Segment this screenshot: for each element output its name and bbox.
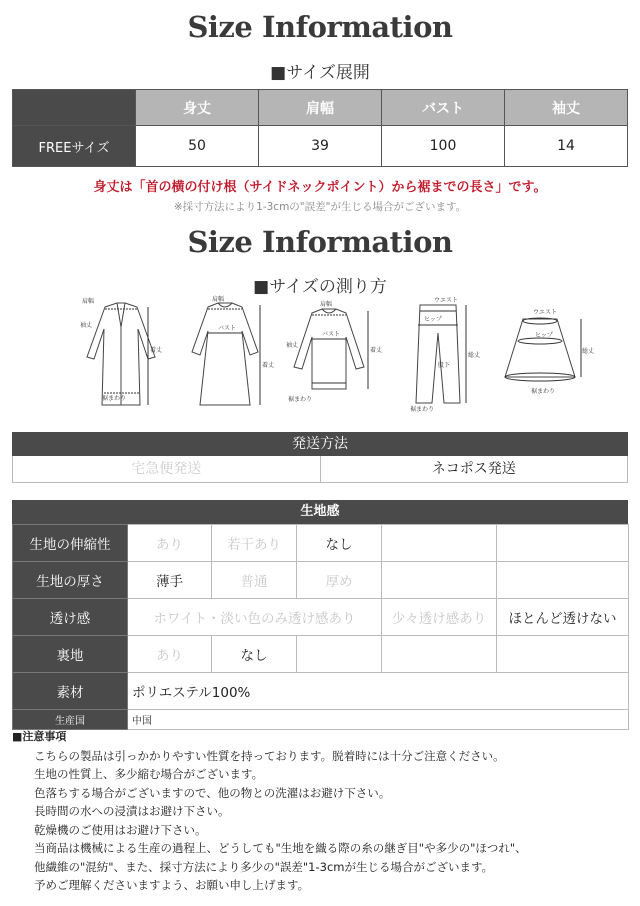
fabric-option-selected: 薄手 [128, 562, 212, 599]
note-line: 生地の性質上、多少縮む場合がございます。 [34, 767, 264, 781]
sweater-label-shoulder: 肩幅 [320, 301, 333, 308]
size-value: 14 [505, 126, 628, 167]
fabric-option: 少々透け感あり [382, 599, 497, 636]
skirt-label-hem: 裾まわり [531, 388, 556, 395]
dress-label-bust: バスト [218, 325, 237, 332]
sweater-diagram [280, 297, 383, 412]
fabric-option: 普通 [212, 562, 297, 599]
notes-title: ■注意事項 [12, 730, 67, 743]
pants-label-waist: ウエスト [434, 297, 459, 304]
note-line: 当商品は機械による生産の過程上、どうしても"生地を織る際の糸の継ぎ目"や多少の"ほつれ"、 [34, 841, 527, 855]
measure-subtitle: ■サイズの測り方 [253, 277, 387, 297]
material-value: ポリエステル100% [128, 673, 629, 710]
fabric-option: ホワイト・淡い色のみ透け感あり [128, 599, 382, 636]
size-info-title-2: Size Information [187, 225, 453, 259]
note-line: 乾燥機のご使用はお避け下さい。 [34, 822, 207, 837]
sweater-label-length: 着丈 [370, 347, 383, 354]
size-header: 身丈 [136, 90, 259, 126]
fabric-option: 若干あり [212, 525, 297, 562]
skirt-label-waist: ウエスト [533, 309, 558, 316]
coat-label-hem: 裾まわり [102, 395, 127, 402]
shipping-option-nekopos: ネコポス発送 [431, 461, 516, 477]
notes-section [12, 728, 628, 895]
coat-label-length: 着丈 [150, 347, 163, 354]
fabric-option: あり [128, 636, 212, 673]
skirt-diagram [495, 297, 595, 412]
shipping-option-takkyubin: 宅急便発送 [13, 456, 321, 482]
fabric-row-lining [13, 636, 629, 673]
fabric-row-transparency [13, 599, 629, 636]
fabric-table [12, 524, 629, 730]
note-line: こちらの製品は引っかかりやすい性質を持っております。脱着時には十分ご注意ください。 [34, 748, 505, 763]
pants-label-inseam: 股下 [438, 362, 451, 369]
material-label: 素材 [13, 673, 128, 710]
sweater-label-sleeve: 袖丈 [286, 342, 299, 349]
shipping-header: 発送方法 [12, 432, 628, 456]
error-note: ※採寸方法により1-3cmの"誤差"が生じる場合がございます。 [173, 201, 467, 213]
dress-diagram [180, 296, 275, 412]
dress-label-length: 着丈 [262, 362, 275, 369]
coat-label-sleeve: 袖丈 [80, 322, 93, 329]
fabric-label: 裏地 [13, 636, 128, 673]
sweater-label-bust: バスト [322, 331, 341, 338]
size-table [12, 89, 628, 167]
size-value: 39 [259, 126, 382, 167]
size-row-label: FREEサイズ [13, 126, 136, 167]
note-line: 他繊維の"混紡"、また、採寸方法により多少の"誤差"1-3cmが生じる場合がございます。 [34, 859, 494, 874]
fabric-empty-cell [382, 636, 497, 673]
measurement-diagrams [70, 296, 595, 413]
shipping-section [12, 432, 628, 483]
size-chart-subtitle: ■サイズ展開 [270, 63, 370, 83]
fabric-empty-cell [297, 636, 382, 673]
pants-label-hem: 裾まわり [410, 406, 435, 413]
fabric-empty-cell [497, 636, 629, 673]
fabric-label: 透け感 [13, 599, 128, 636]
fabric-option-selected: ほとんど透けない [497, 599, 629, 636]
fabric-label: 生地の伸縮性 [13, 525, 128, 562]
note-line: 色落ちする場合がございますので、他の物との洗濯はお避け下さい。 [34, 785, 391, 800]
fabric-row-stretch [13, 525, 629, 562]
note-line: 予めご理解くださいますよう、お願い申し上げます。 [34, 878, 310, 892]
note-line: 長時間の水への浸漬はお避け下さい。 [34, 804, 230, 818]
fabric-row-thickness [13, 562, 629, 599]
sweater-label-hem: 裾まわり [288, 396, 313, 403]
size-value: 50 [136, 126, 259, 167]
size-table-corner [13, 90, 136, 126]
fabric-header: 生地感 [12, 500, 628, 524]
fabric-empty-cell [382, 525, 497, 562]
pants-diagram [390, 297, 485, 412]
size-header: 肩幅 [259, 90, 382, 126]
fabric-option-selected: なし [297, 525, 382, 562]
fabric-empty-cell [382, 562, 497, 599]
fabric-empty-cell [497, 525, 629, 562]
fabric-option: 厚め [297, 562, 382, 599]
dress-label-shoulder: 肩幅 [212, 296, 225, 303]
skirt-label-length: 総丈 [582, 348, 595, 355]
skirt-label-hip: ヒップ [535, 332, 553, 339]
coat-diagram [70, 297, 170, 412]
size-header: 袖丈 [505, 90, 628, 126]
fabric-row-material [13, 673, 629, 710]
size-value: 100 [382, 126, 505, 167]
size-info-title: Size Information [187, 10, 453, 44]
fabric-row-origin [13, 710, 629, 730]
origin-value: 中国 [128, 710, 629, 730]
fabric-option: あり [128, 525, 212, 562]
origin-label: 生産国 [13, 710, 128, 730]
fabric-label: 生地の厚さ [13, 562, 128, 599]
fabric-section [12, 500, 628, 730]
coat-label-shoulder: 肩幅 [82, 298, 95, 305]
fabric-option-selected: なし [212, 636, 297, 673]
pants-label-length: 総丈 [468, 352, 481, 359]
pants-label-hip: ヒップ [424, 316, 442, 323]
measure-note: 身丈は「首の横の付け根（サイドネックポイント）から裾までの長さ」です。 [93, 180, 547, 195]
fabric-empty-cell [497, 562, 629, 599]
size-header: バスト [382, 90, 505, 126]
